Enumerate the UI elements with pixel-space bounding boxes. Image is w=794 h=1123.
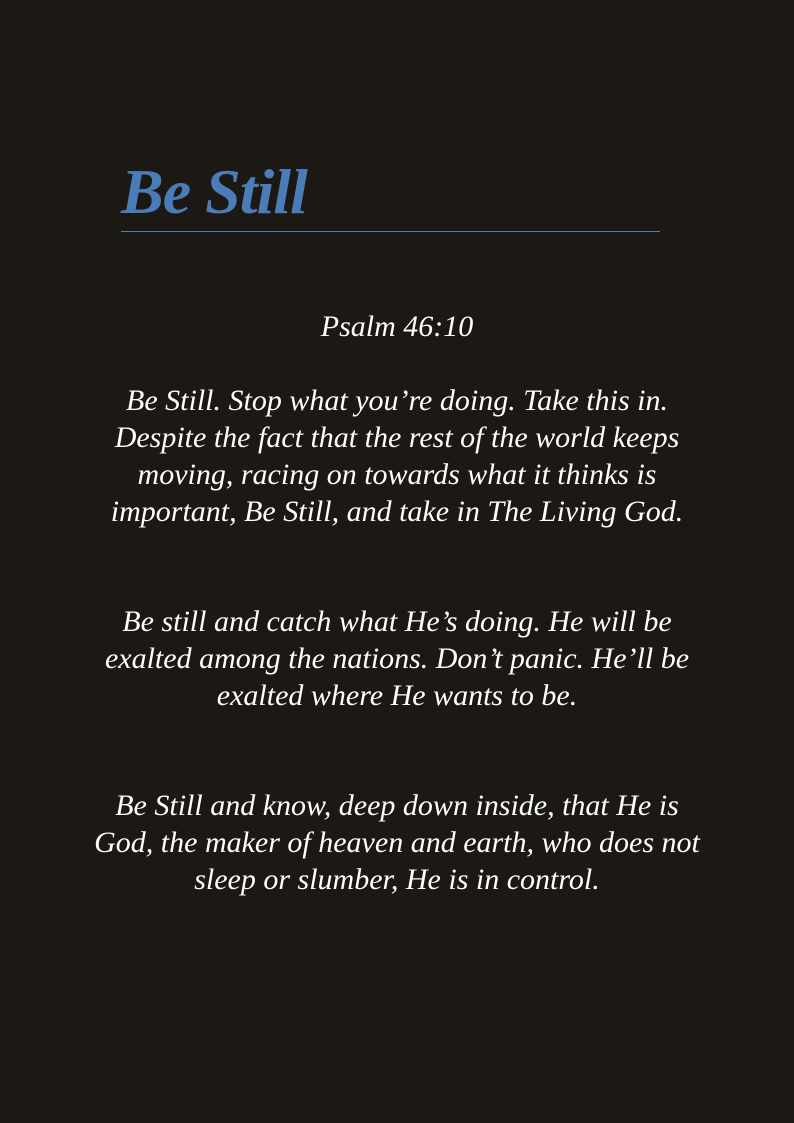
paragraph-line: Despite the fact that the rest of the world keeps — [114, 421, 680, 454]
paragraph-line: exalted where He wants to be. — [216, 679, 578, 712]
paragraph-line: exalted among the nations. Don’t panic. He’ll be — [104, 642, 690, 675]
paragraph-1 — [0, 382, 794, 530]
paragraph-3 — [0, 787, 794, 898]
paragraph-line: Be Still. Stop what you’re doing. Take this in. — [126, 384, 668, 417]
paragraph-line: moving, racing on towards what it thinks is — [137, 458, 657, 491]
paragraph-line: God, the maker of heaven and earth, who does not — [94, 826, 700, 859]
page-title: Be Still — [121, 156, 307, 227]
scripture-reference: Psalm 46:10 — [320, 310, 474, 343]
title-underline — [121, 231, 660, 232]
paragraph-line: Be Still and know, deep down inside, that He is — [115, 789, 679, 822]
paragraph-line: important, Be Still, and take in The Living God. — [110, 495, 684, 528]
paragraph-2 — [0, 603, 794, 714]
paragraph-line: Be still and catch what He’s doing. He will be — [122, 605, 672, 638]
paragraph-line: sleep or slumber, He is in control. — [194, 863, 600, 896]
